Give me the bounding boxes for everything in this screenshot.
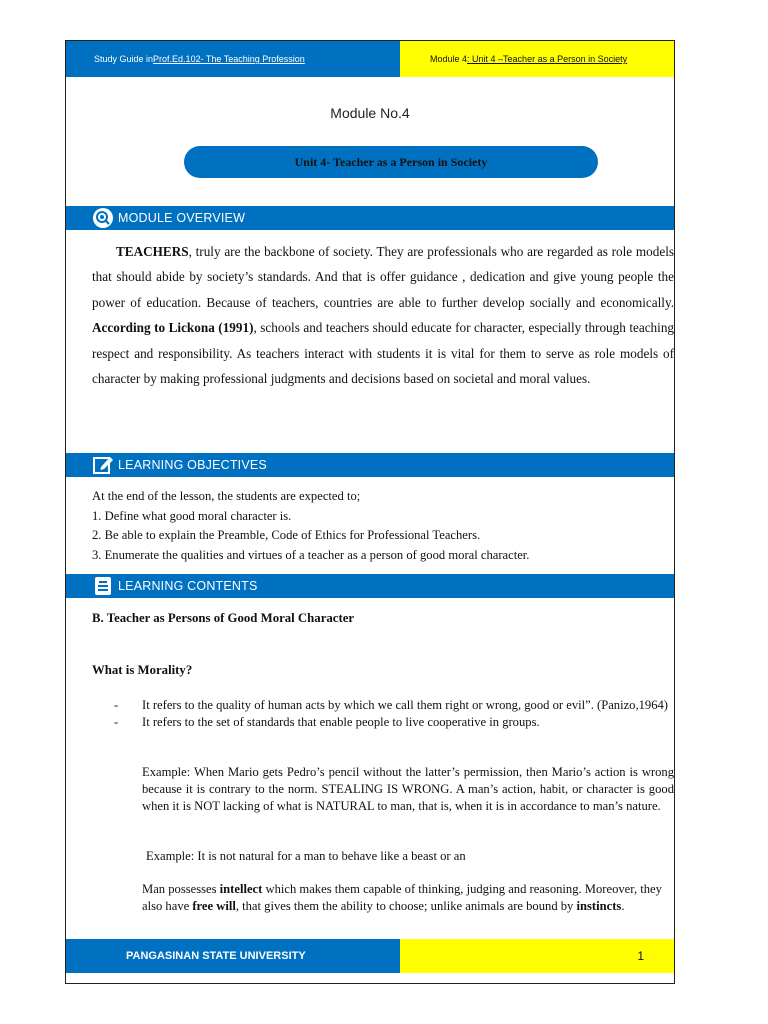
man-text-a: Man possesses — [142, 882, 220, 896]
bullet-dash: - — [114, 715, 119, 729]
man-text-g: . — [621, 899, 625, 913]
unit-link[interactable]: : Unit 4 –Teacher as a Person in Society — [467, 54, 628, 64]
module-number: Module No.4 — [330, 105, 410, 121]
list-item — [114, 714, 674, 730]
header-study-guide — [66, 41, 400, 77]
search-badge-icon — [92, 207, 114, 229]
section-title-objectives: LEARNING OBJECTIVES — [118, 458, 267, 472]
contents-subheading: What is Morality? — [92, 663, 193, 677]
example-paragraph-1: Example: When Mario gets Pedro’s pencil without the latter’s permission, then Mario’s action is wrong because it is contrary to the norm. STEALING IS WRONG. A man’s action, habit, or character is good when it is NOT lacking of what is NATURAL to man, that is, when it is in accordance to man’s nature. — [142, 765, 674, 813]
section-title-overview: MODULE OVERVIEW — [118, 211, 246, 225]
document-badge-icon — [92, 575, 114, 597]
section-bar-contents — [66, 574, 674, 598]
overview-lead: TEACHERS — [116, 244, 189, 259]
objectives-intro: At the end of the lesson, the students are expected to; — [92, 489, 361, 503]
edit-icon — [92, 454, 114, 476]
course-link[interactable]: Prof.Ed.102- The Teaching Profession — [153, 54, 305, 64]
contents-heading: B. Teacher as Persons of Good Moral Character — [92, 611, 355, 625]
section-bar-objectives — [66, 453, 674, 477]
bullet-text: It refers to the set of standards that enable people to live cooperative in groups. — [142, 715, 540, 729]
man-intellect: intellect — [219, 882, 263, 896]
header-prefix: Study Guide in — [94, 54, 154, 64]
page — [65, 40, 675, 984]
morality-bullets — [114, 697, 674, 731]
example-paragraph-2: Example: It is not natural for a man to behave like a beast or an — [146, 849, 466, 863]
objective-item: 3. Enumerate the qualities and virtues of a teacher as a person of good moral character. — [92, 547, 530, 562]
list-item — [114, 697, 674, 713]
man-instincts: instincts — [576, 899, 622, 913]
objectives-list — [92, 487, 674, 565]
page-number: 1 — [400, 939, 674, 973]
overview-text-1: , truly are the backbone of society. They are professionals who are regarded as role models that should abide by society’s standards. And that is offer guidance , dedication and give young people the power of education. Because of teachers, countries are able to further develop socially and economically. — [92, 244, 674, 310]
objective-item: 2. Be able to explain the Preamble, Code of Ethics for Professional Teachers. — [92, 528, 481, 542]
bullet-text: It refers to the quality of human acts by which we call them right or wrong, good or evil”. (Panizo,1964) — [142, 698, 668, 712]
page-footer — [66, 939, 674, 973]
overview-text-2: , schools and teachers should educate for character, especially through teaching respect and responsibility. As teachers interact with students it is vital for them to serve as role models of character by making professional judgments and decisions based on societal and moral values. — [92, 320, 674, 387]
footer-university: PANGASINAN STATE UNIVERSITY — [66, 939, 400, 973]
overview-paragraph — [92, 239, 674, 391]
man-text-c: which makes them capable of thinking, judging and reasoning. Moreover, they also have — [142, 882, 662, 913]
header-module-prefix: Module 4 — [430, 54, 468, 64]
man-text-e: , that gives them the ability to choose; unlike animals are bound by — [235, 899, 577, 913]
bullet-dash: - — [114, 698, 119, 712]
man-free-will: free will — [192, 899, 236, 913]
section-bar-overview — [66, 206, 674, 230]
overview-citation: According to Lickona (1991) — [92, 320, 254, 336]
man-paragraph — [142, 881, 674, 915]
unit-title: Unit 4- Teacher as a Person in Society — [184, 146, 598, 178]
header-module — [400, 41, 674, 77]
section-title-contents: LEARNING CONTENTS — [118, 579, 258, 593]
page-header — [66, 41, 674, 77]
objective-item: 1. Define what good moral character is. — [92, 508, 292, 523]
